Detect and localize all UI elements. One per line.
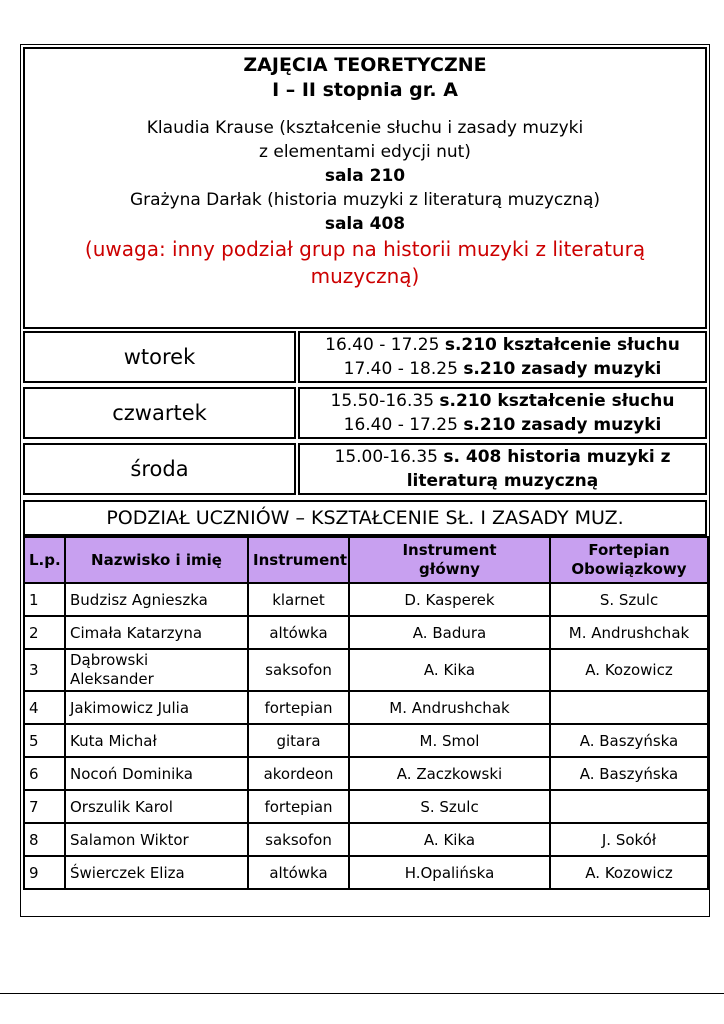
students-table <box>23 536 709 890</box>
table-row <box>24 583 708 616</box>
cell-main: S. Szulc <box>349 790 550 823</box>
table-row <box>24 724 708 757</box>
col-lp: L.p. <box>24 537 65 583</box>
cell-name: Budzisz Agnieszka <box>65 583 248 616</box>
day-wednesday: środa <box>23 443 296 495</box>
table-row <box>24 691 708 724</box>
cell-piano: A. Baszyńska <box>550 757 708 790</box>
cell-main: M. Smol <box>349 724 550 757</box>
table-header-row <box>24 537 708 583</box>
slot-line: 15.50-16.35 s.210 kształcenie słuchu <box>330 391 675 411</box>
cell-lp: 6 <box>24 757 65 790</box>
cell-name: Dąbrowski Aleksander <box>65 649 248 691</box>
cell-instrument: saksofon <box>248 823 349 856</box>
cell-name: Jakimowicz Julia <box>65 691 248 724</box>
cell-name: Cimała Katarzyna <box>65 616 248 649</box>
page-bottom-rule <box>0 993 724 994</box>
cell-main: A. Zaczkowski <box>349 757 550 790</box>
cell-instrument: altówka <box>248 616 349 649</box>
cell-name: Salamon Wiktor <box>65 823 248 856</box>
col-name: Nazwisko i imię <box>65 537 248 583</box>
cell-name: Kuta Michał <box>65 724 248 757</box>
cell-name: Świerczek Eliza <box>65 856 248 889</box>
cell-lp: 9 <box>24 856 65 889</box>
cell-instrument: klarnet <box>248 583 349 616</box>
cell-piano: A. Baszyńska <box>550 724 708 757</box>
cell-instrument: altówka <box>248 856 349 889</box>
cell-piano: S. Szulc <box>550 583 708 616</box>
cell-piano: A. Kozowicz <box>550 649 708 691</box>
cell-main: A. Kika <box>349 823 550 856</box>
cell-lp: 2 <box>24 616 65 649</box>
slot-thursday <box>298 387 707 439</box>
cell-name: Nocoń Dominika <box>65 757 248 790</box>
slot-line: literaturą muzyczną <box>406 471 599 491</box>
col-piano: Fortepian Obowiązkowy <box>550 537 708 583</box>
cell-instrument: fortepian <box>248 691 349 724</box>
cell-main: A. Badura <box>349 616 550 649</box>
cell-piano: A. Kozowicz <box>550 856 708 889</box>
col-instrument: Instrument <box>248 537 349 583</box>
note-line1: (uwaga: inny podział grup na historii muzyki z literaturą <box>84 237 646 261</box>
cell-main: D. Kasperek <box>349 583 550 616</box>
table-row <box>24 649 708 691</box>
page-subtitle: I – II stopnia gr. A <box>272 79 458 101</box>
split-title: PODZIAŁ UCZNIÓW – KSZTAŁCENIE SŁ. I ZASADY MUZ. <box>23 500 707 536</box>
table-row <box>24 616 708 649</box>
cell-instrument: saksofon <box>248 649 349 691</box>
cell-lp: 4 <box>24 691 65 724</box>
cell-main: H.Opalińska <box>349 856 550 889</box>
table-row <box>24 856 708 889</box>
cell-name: Orszulik Karol <box>65 790 248 823</box>
cell-instrument: gitara <box>248 724 349 757</box>
table-row <box>24 757 708 790</box>
teacher2-line: Grażyna Darłak (historia muzyki z literaturą muzyczną) <box>130 190 600 210</box>
cell-main: A. Kika <box>349 649 550 691</box>
slot-wednesday <box>298 443 707 495</box>
day-tuesday: wtorek <box>23 331 296 383</box>
table-row <box>24 790 708 823</box>
page-title: ZAJĘCIA TEORETYCZNE <box>243 54 487 76</box>
slot-line: 15.00-16.35 s. 408 historia muzyki z <box>334 447 671 467</box>
cell-piano <box>550 691 708 724</box>
cell-piano: J. Sokół <box>550 823 708 856</box>
slot-tuesday <box>298 331 707 383</box>
cell-piano: M. Andrushchak <box>550 616 708 649</box>
table-row <box>24 823 708 856</box>
cell-lp: 7 <box>24 790 65 823</box>
cell-main: M. Andrushchak <box>349 691 550 724</box>
col-main-instrument: Instrument główny <box>349 537 550 583</box>
cell-lp: 3 <box>24 649 65 691</box>
slot-line: 16.40 - 17.25 s.210 zasady muzyki <box>343 415 662 435</box>
cell-instrument: akordeon <box>248 757 349 790</box>
cell-lp: 1 <box>24 583 65 616</box>
cell-lp: 8 <box>24 823 65 856</box>
room2: sala 408 <box>324 214 406 234</box>
slot-line: 17.40 - 18.25 s.210 zasady muzyki <box>343 359 662 379</box>
cell-instrument: fortepian <box>248 790 349 823</box>
day-thursday: czwartek <box>23 387 296 439</box>
slot-line: 16.40 - 17.25 s.210 kształcenie słuchu <box>325 335 680 355</box>
note-line2: muzyczną) <box>310 264 420 288</box>
cell-lp: 5 <box>24 724 65 757</box>
cell-piano <box>550 790 708 823</box>
room1: sala 210 <box>324 166 406 186</box>
teacher1-line2: z elementami edycji nut) <box>259 142 471 162</box>
teacher1-line1: Klaudia Krause (kształcenie słuchu i zasady muzyki <box>146 118 584 138</box>
header-box <box>23 47 707 329</box>
